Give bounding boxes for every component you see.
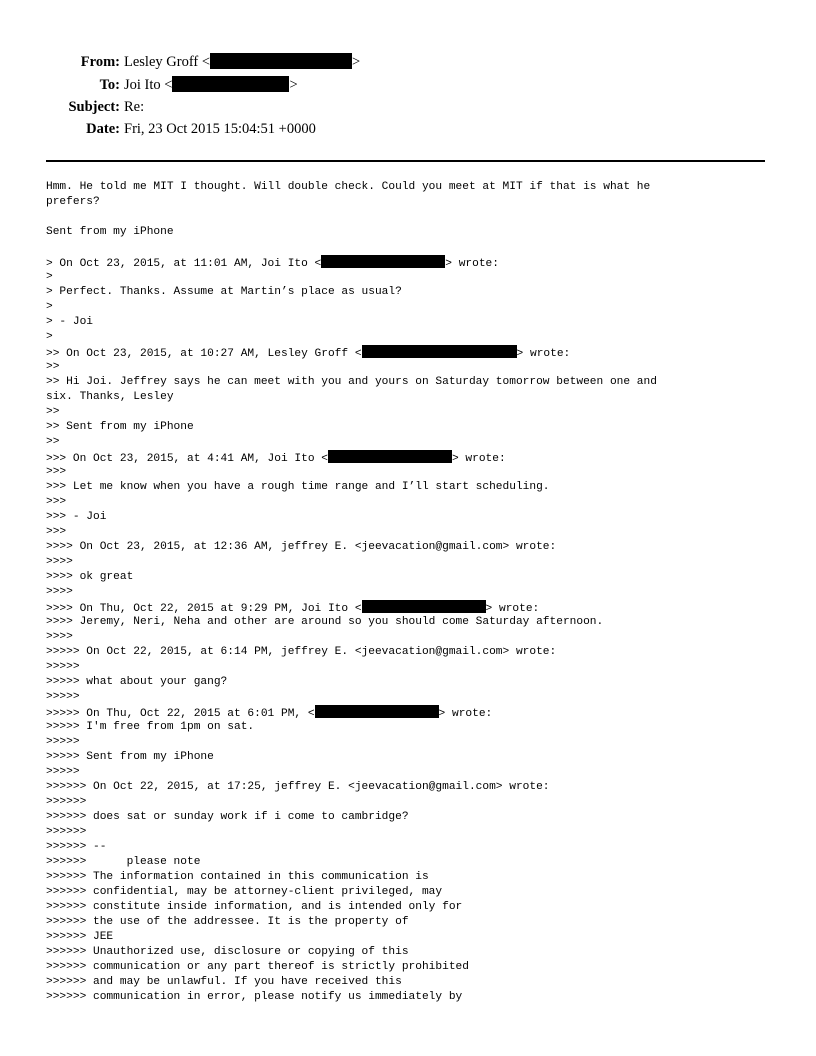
body-line: >>>>> what about your gang? bbox=[46, 676, 228, 688]
body-line: >>>> On Oct 23, 2015, at 12:36 AM, jeffrey E. <jeevacation@gmail.com> wrote: bbox=[46, 541, 557, 553]
body-line: >> Sent from my iPhone bbox=[46, 421, 194, 433]
body-line: >>>>> bbox=[46, 691, 80, 703]
email-body bbox=[46, 180, 786, 1005]
body-line: >>>>>> bbox=[46, 826, 87, 838]
redacted-email bbox=[362, 600, 486, 613]
body-line: >>>>>> Unauthorized use, disclosure or copying of this bbox=[46, 946, 409, 958]
body-line: >>>>>> please note bbox=[46, 856, 201, 868]
quote-attribution-end: > wrote: bbox=[485, 603, 540, 615]
quote-attribution: >>> On Oct 23, 2015, at 4:41 AM, Joi Ito < bbox=[46, 453, 328, 465]
body-line: >>>>> On Oct 22, 2015, at 6:14 PM, jeffrey E. <jeevacation@gmail.com> wrote: bbox=[46, 646, 557, 658]
to-label: To: bbox=[99, 77, 120, 93]
body-line: > - Joi bbox=[46, 316, 93, 328]
body-line bbox=[46, 210, 786, 225]
from-label: From: bbox=[80, 54, 120, 70]
body-line: > bbox=[46, 271, 53, 283]
body-line: >>>>>> JEE bbox=[46, 931, 114, 943]
body-line: >>>>> Sent from my iPhone bbox=[46, 751, 214, 763]
body-line: six. Thanks, Lesley bbox=[46, 391, 174, 403]
body-line: >>>>>> the use of the addressee. It is the property of bbox=[46, 916, 409, 928]
body-line bbox=[46, 345, 786, 360]
quote-attribution: >>>> On Thu, Oct 22, 2015 at 9:29 PM, Joi Ito < bbox=[46, 603, 362, 615]
to-close: > bbox=[289, 77, 298, 93]
body-line: >>>>>> bbox=[46, 796, 87, 808]
body-line: > bbox=[46, 331, 53, 343]
body-line: >>>>> bbox=[46, 661, 80, 673]
body-line: >> bbox=[46, 436, 60, 448]
body-line: >>>>>> communication or any part thereof is strictly prohibited bbox=[46, 961, 469, 973]
body-line: Hmm. He told me MIT I thought. Will double check. Could you meet at MIT if that is what he bbox=[46, 181, 651, 193]
subject-label: Subject: bbox=[68, 99, 120, 115]
redacted-email bbox=[362, 345, 517, 358]
body-line: >> bbox=[46, 361, 60, 373]
body-line: > Perfect. Thanks. Assume at Martin’s place as usual? bbox=[46, 286, 402, 298]
body-line bbox=[46, 705, 786, 720]
body-line: >>>>> I'm free from 1pm on sat. bbox=[46, 721, 255, 733]
date-value: Fri, 23 Oct 2015 15:04:51 +0000 bbox=[124, 121, 316, 137]
body-line: >>>>>> communication in error, please notify us immediately by bbox=[46, 991, 463, 1003]
body-line: >> Hi Joi. Jeffrey says he can meet with you and yours on Saturday tomorrow between one and bbox=[46, 376, 657, 388]
header-divider bbox=[46, 160, 765, 162]
quote-attribution-end: > wrote: bbox=[445, 258, 499, 270]
to-value: Joi Ito < bbox=[124, 77, 173, 93]
body-line: >>>> bbox=[46, 631, 73, 643]
body-line: >>> bbox=[46, 466, 67, 478]
body-line: >>> bbox=[46, 496, 67, 508]
from-close: > bbox=[352, 54, 361, 70]
body-line: >>> Let me know when you have a rough time range and I’ll start scheduling. bbox=[46, 481, 550, 493]
body-line: >>>> Jeremy, Neri, Neha and other are around so you should come Saturday afternoon. bbox=[46, 616, 604, 628]
quote-attribution-end: > wrote: bbox=[516, 348, 571, 360]
body-line: >>>>>> -- bbox=[46, 841, 107, 853]
body-line: >>>> bbox=[46, 586, 73, 598]
body-line: >>> - Joi bbox=[46, 511, 107, 523]
quote-attribution-end: > wrote: bbox=[451, 453, 506, 465]
redacted-email bbox=[321, 255, 445, 268]
body-line: >>> bbox=[46, 526, 67, 538]
body-line: prefers? bbox=[46, 196, 100, 208]
body-line: Sent from my iPhone bbox=[46, 226, 174, 238]
from-value: Lesley Groff < bbox=[124, 54, 211, 70]
body-line: >>>>> bbox=[46, 736, 80, 748]
quote-attribution: >>>>> On Thu, Oct 22, 2015 at 6:01 PM, < bbox=[46, 708, 315, 720]
body-line: >>>>>> The information contained in this communication is bbox=[46, 871, 429, 883]
body-line: > bbox=[46, 301, 53, 313]
body-line: >>>>>> confidential, may be attorney-client privileged, may bbox=[46, 886, 443, 898]
body-line bbox=[46, 255, 786, 270]
body-line bbox=[46, 240, 786, 255]
body-line: >>>>>> constitute inside information, and is intended only for bbox=[46, 901, 463, 913]
redacted-email bbox=[328, 450, 452, 463]
redacted-email bbox=[210, 53, 352, 69]
body-line: >>>>>> and may be unlawful. If you have received this bbox=[46, 976, 402, 988]
body-line: >>>>> bbox=[46, 766, 80, 778]
body-line bbox=[46, 600, 786, 615]
body-line: >>>> ok great bbox=[46, 571, 134, 583]
quote-attribution: > On Oct 23, 2015, at 11:01 AM, Joi Ito < bbox=[46, 258, 322, 270]
body-line: >>>>>> On Oct 22, 2015, at 17:25, jeffrey E. <jeevacation@gmail.com> wrote: bbox=[46, 781, 550, 793]
quote-attribution-end: > wrote: bbox=[438, 708, 493, 720]
body-line bbox=[46, 450, 786, 465]
body-line: >>>> bbox=[46, 556, 73, 568]
redacted-email bbox=[172, 76, 289, 92]
subject-value: Re: bbox=[124, 99, 145, 115]
redacted-email bbox=[315, 705, 439, 718]
body-line: >>>>>> does sat or sunday work if i come to cambridge? bbox=[46, 811, 409, 823]
body-line: >> bbox=[46, 406, 60, 418]
quote-attribution: >> On Oct 23, 2015, at 10:27 AM, Lesley Groff < bbox=[46, 348, 362, 360]
date-label: Date: bbox=[86, 121, 120, 137]
